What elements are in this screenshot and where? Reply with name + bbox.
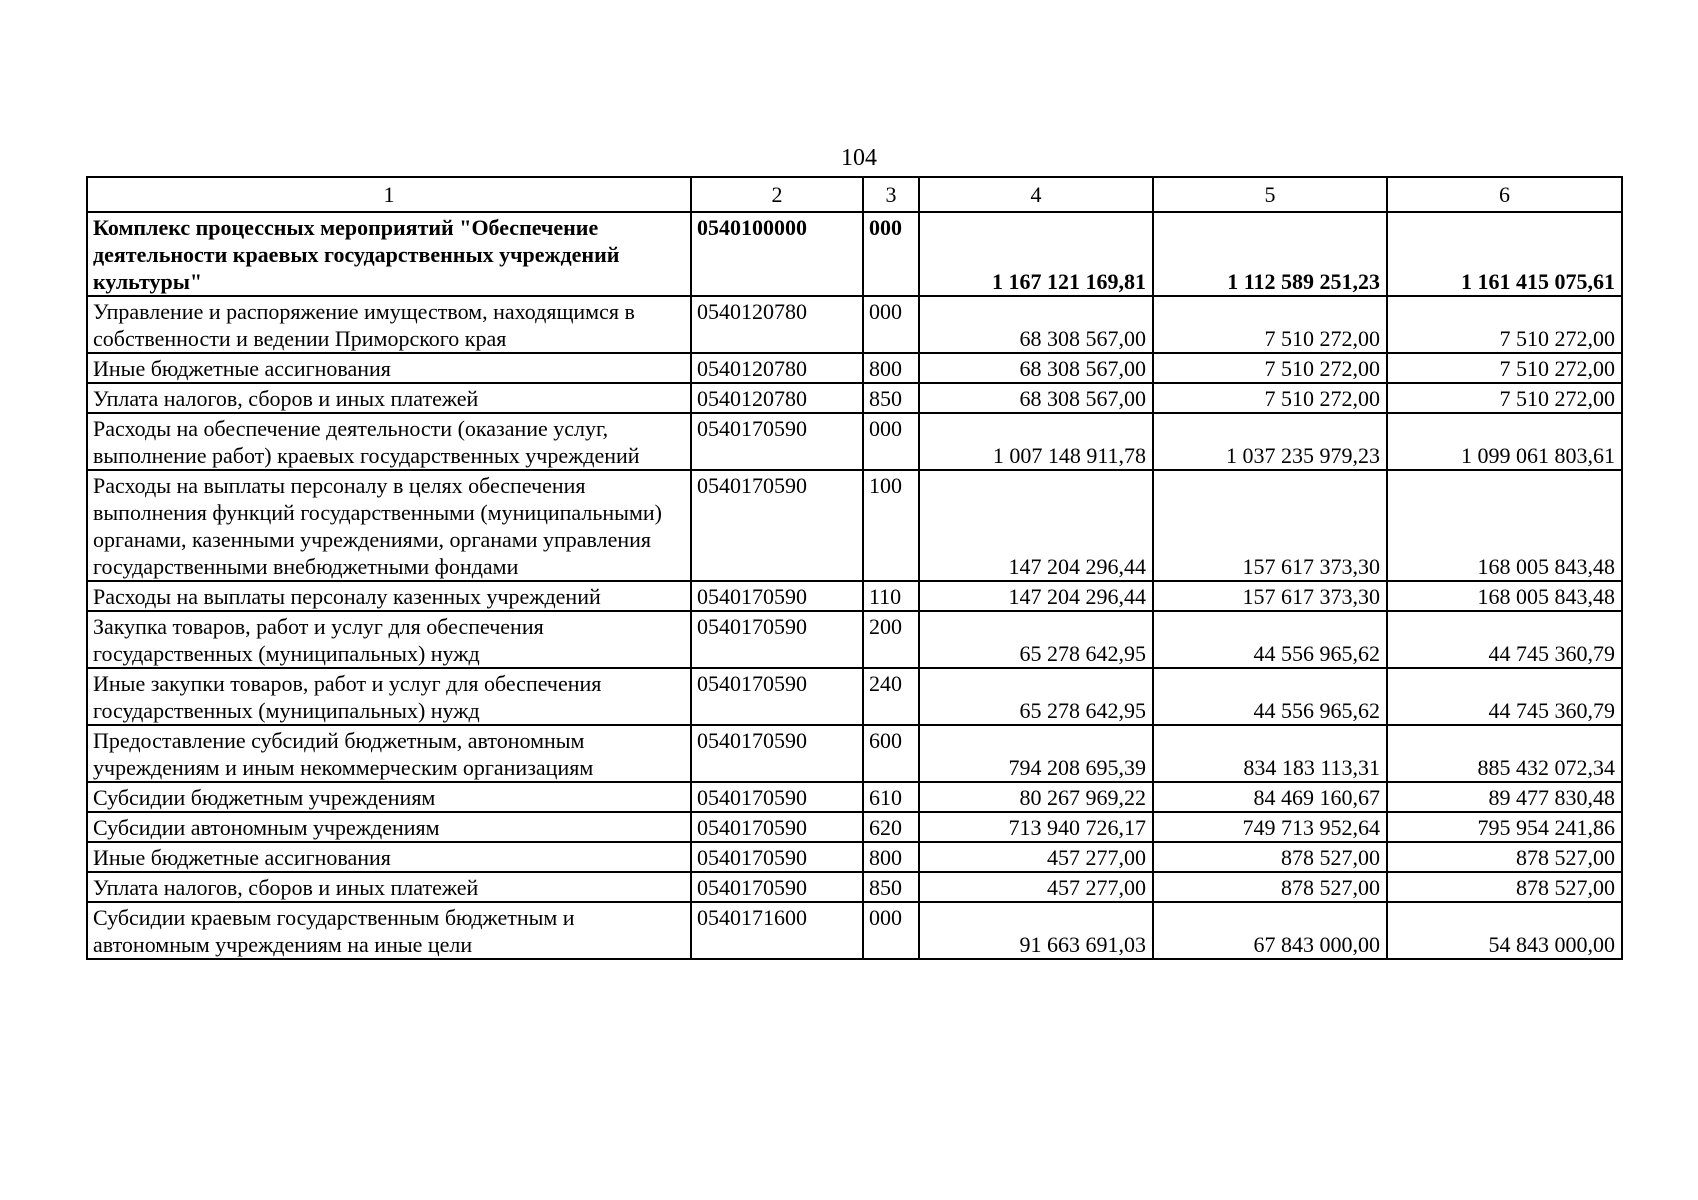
row-amount-col4: 147 204 296,44 xyxy=(919,581,1153,611)
page-number: 104 xyxy=(841,145,877,171)
row-amount-col5: 157 617 373,30 xyxy=(1153,581,1387,611)
row-target-code: 0540120780 xyxy=(691,296,863,353)
row-target-code: 0540170590 xyxy=(691,668,863,725)
row-amount-col4: 147 204 296,44 xyxy=(919,470,1153,581)
row-target-code: 0540170590 xyxy=(691,782,863,812)
row-amount-col6: 89 477 830,48 xyxy=(1387,782,1622,812)
row-expense-type: 000 xyxy=(863,413,919,470)
row-amount-col5: 44 556 965,62 xyxy=(1153,668,1387,725)
table-row xyxy=(87,296,1622,353)
row-amount-col4: 91 663 691,03 xyxy=(919,902,1153,959)
row-amount-col5: 157 617 373,30 xyxy=(1153,470,1387,581)
column-header-3: 3 xyxy=(863,177,919,212)
column-header-2: 2 xyxy=(691,177,863,212)
row-target-code: 0540170590 xyxy=(691,872,863,902)
row-amount-col5: 749 713 952,64 xyxy=(1153,812,1387,842)
table-row xyxy=(87,383,1622,413)
row-amount-col5: 834 183 113,31 xyxy=(1153,725,1387,782)
row-name: Иные бюджетные ассигнования xyxy=(87,353,691,383)
row-expense-type: 000 xyxy=(863,296,919,353)
row-amount-col6: 7 510 272,00 xyxy=(1387,296,1622,353)
table-row xyxy=(87,353,1622,383)
row-target-code: 0540170590 xyxy=(691,842,863,872)
row-name: Управление и распоряжение имуществом, находящимся в собственности и ведении Приморского края xyxy=(87,296,691,353)
table-row xyxy=(87,668,1622,725)
column-header-4: 4 xyxy=(919,177,1153,212)
row-amount-col6: 885 432 072,34 xyxy=(1387,725,1622,782)
row-name: Иные закупки товаров, работ и услуг для обеспечения государственных (муниципальных) нужд xyxy=(87,668,691,725)
row-amount-col6: 1 161 415 075,61 xyxy=(1387,212,1622,296)
table-row xyxy=(87,581,1622,611)
row-expense-type: 100 xyxy=(863,470,919,581)
row-amount-col6: 878 527,00 xyxy=(1387,842,1622,872)
row-expense-type: 600 xyxy=(863,725,919,782)
row-amount-col5: 84 469 160,67 xyxy=(1153,782,1387,812)
row-amount-col5: 67 843 000,00 xyxy=(1153,902,1387,959)
row-amount-col6: 44 745 360,79 xyxy=(1387,611,1622,668)
row-name: Закупка товаров, работ и услуг для обеспечения государственных (муниципальных) нужд xyxy=(87,611,691,668)
row-amount-col4: 68 308 567,00 xyxy=(919,296,1153,353)
row-amount-col4: 68 308 567,00 xyxy=(919,353,1153,383)
row-amount-col4: 1 167 121 169,81 xyxy=(919,212,1153,296)
row-expense-type: 800 xyxy=(863,353,919,383)
row-amount-col5: 7 510 272,00 xyxy=(1153,353,1387,383)
column-header-5: 5 xyxy=(1153,177,1387,212)
row-target-code: 0540170590 xyxy=(691,413,863,470)
row-name: Расходы на выплаты персоналу казенных учреждений xyxy=(87,581,691,611)
row-amount-col6: 44 745 360,79 xyxy=(1387,668,1622,725)
row-target-code: 0540100000 xyxy=(691,212,863,296)
row-amount-col4: 457 277,00 xyxy=(919,842,1153,872)
row-expense-type: 000 xyxy=(863,902,919,959)
header-row xyxy=(87,177,1622,212)
row-amount-col6: 168 005 843,48 xyxy=(1387,581,1622,611)
row-amount-col6: 878 527,00 xyxy=(1387,872,1622,902)
row-amount-col4: 1 007 148 911,78 xyxy=(919,413,1153,470)
row-amount-col5: 878 527,00 xyxy=(1153,872,1387,902)
row-target-code: 0540120780 xyxy=(691,353,863,383)
column-header-6: 6 xyxy=(1387,177,1622,212)
row-amount-col5: 1 112 589 251,23 xyxy=(1153,212,1387,296)
row-amount-col6: 7 510 272,00 xyxy=(1387,353,1622,383)
row-name: Уплата налогов, сборов и иных платежей xyxy=(87,383,691,413)
row-name: Субсидии автономным учреждениям xyxy=(87,812,691,842)
table-row xyxy=(87,842,1622,872)
row-amount-col4: 65 278 642,95 xyxy=(919,611,1153,668)
row-expense-type: 800 xyxy=(863,842,919,872)
row-amount-col6: 168 005 843,48 xyxy=(1387,470,1622,581)
row-name: Расходы на обеспечение деятельности (оказание услуг, выполнение работ) краевых государственных учреждений xyxy=(87,413,691,470)
row-expense-type: 850 xyxy=(863,872,919,902)
row-expense-type: 200 xyxy=(863,611,919,668)
row-target-code: 0540120780 xyxy=(691,383,863,413)
table-row xyxy=(87,611,1622,668)
row-expense-type: 000 xyxy=(863,212,919,296)
row-target-code: 0540170590 xyxy=(691,581,863,611)
row-name: Субсидии краевым государственным бюджетным и автономным учреждениям на иные цели xyxy=(87,902,691,959)
row-amount-col5: 44 556 965,62 xyxy=(1153,611,1387,668)
table-row xyxy=(87,872,1622,902)
row-target-code: 0540170590 xyxy=(691,725,863,782)
row-amount-col4: 80 267 969,22 xyxy=(919,782,1153,812)
row-amount-col5: 1 037 235 979,23 xyxy=(1153,413,1387,470)
row-expense-type: 110 xyxy=(863,581,919,611)
table-row xyxy=(87,725,1622,782)
column-header-1: 1 xyxy=(87,177,691,212)
row-target-code: 0540170590 xyxy=(691,611,863,668)
row-amount-col4: 457 277,00 xyxy=(919,872,1153,902)
row-amount-col4: 65 278 642,95 xyxy=(919,668,1153,725)
table-row xyxy=(87,902,1622,959)
row-target-code: 0540171600 xyxy=(691,902,863,959)
row-amount-col5: 7 510 272,00 xyxy=(1153,383,1387,413)
row-amount-col6: 7 510 272,00 xyxy=(1387,383,1622,413)
table-row xyxy=(87,212,1622,296)
table-row xyxy=(87,413,1622,470)
row-name: Субсидии бюджетным учреждениям xyxy=(87,782,691,812)
row-amount-col6: 1 099 061 803,61 xyxy=(1387,413,1622,470)
row-amount-col5: 7 510 272,00 xyxy=(1153,296,1387,353)
row-amount-col4: 68 308 567,00 xyxy=(919,383,1153,413)
row-amount-col5: 878 527,00 xyxy=(1153,842,1387,872)
row-amount-col4: 713 940 726,17 xyxy=(919,812,1153,842)
row-amount-col6: 54 843 000,00 xyxy=(1387,902,1622,959)
row-name: Расходы на выплаты персоналу в целях обеспечения выполнения функций государственными (муниципальными) органами, казенными учреждениями, органами управления государственными внебюджетными фондами xyxy=(87,470,691,581)
row-amount-col6: 795 954 241,86 xyxy=(1387,812,1622,842)
budget-table xyxy=(86,176,1623,960)
row-target-code: 0540170590 xyxy=(691,470,863,581)
table-row xyxy=(87,470,1622,581)
table-row xyxy=(87,782,1622,812)
row-name: Предоставление субсидий бюджетным, автономным учреждениям и иным некоммерческим организациям xyxy=(87,725,691,782)
row-name: Уплата налогов, сборов и иных платежей xyxy=(87,872,691,902)
row-amount-col4: 794 208 695,39 xyxy=(919,725,1153,782)
row-target-code: 0540170590 xyxy=(691,812,863,842)
row-expense-type: 240 xyxy=(863,668,919,725)
row-expense-type: 610 xyxy=(863,782,919,812)
row-expense-type: 850 xyxy=(863,383,919,413)
row-name: Иные бюджетные ассигнования xyxy=(87,842,691,872)
table-row xyxy=(87,812,1622,842)
row-expense-type: 620 xyxy=(863,812,919,842)
row-name: Комплекс процессных мероприятий "Обеспечение деятельности краевых государственных учреждений культуры" xyxy=(87,212,691,296)
